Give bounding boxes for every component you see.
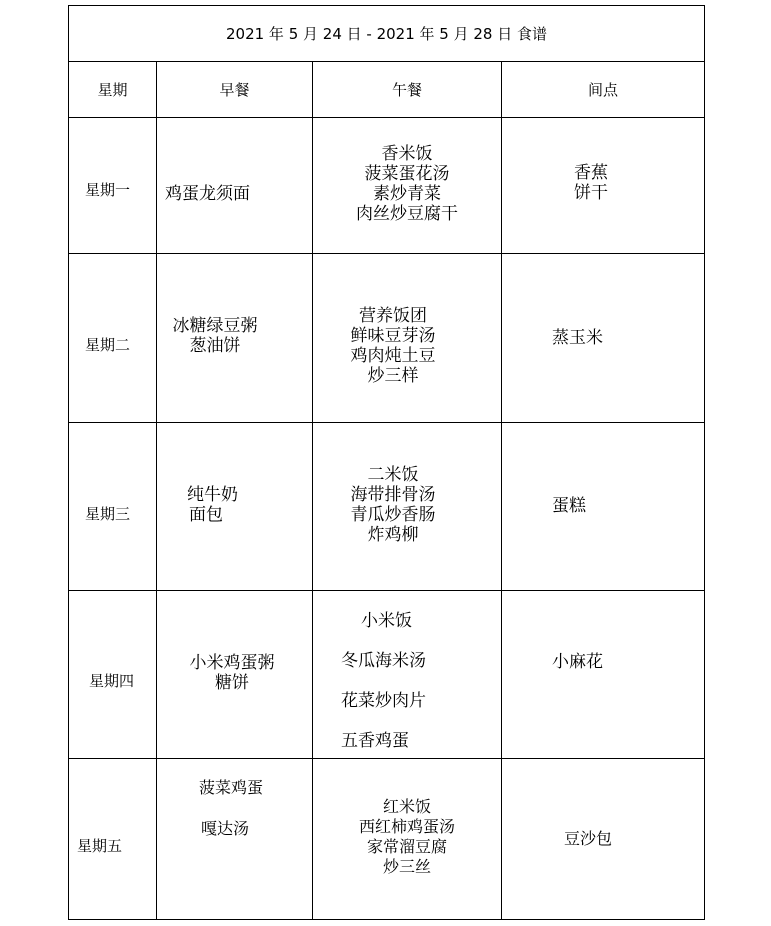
lunch-item: 炒三丝 bbox=[382, 857, 431, 876]
day-cell bbox=[69, 423, 157, 591]
day-cell bbox=[69, 118, 157, 254]
breakfast-cell bbox=[157, 254, 313, 423]
day-cell bbox=[69, 591, 157, 759]
lunch-cell bbox=[313, 759, 502, 920]
lunch-item: 炒三样 bbox=[367, 366, 419, 386]
breakfast-cell bbox=[157, 423, 313, 591]
breakfast-item: 面包 bbox=[189, 505, 223, 525]
snack-cell bbox=[502, 254, 705, 423]
day-row-monday bbox=[69, 118, 705, 254]
breakfast-cell bbox=[157, 759, 313, 920]
breakfast-item: 冰糖绿豆粥 bbox=[172, 316, 258, 336]
lunch-cell bbox=[313, 254, 502, 423]
lunch-item: 肉丝炒豆腐干 bbox=[356, 204, 458, 224]
menu-title: 2021 年 5 月 24 日 - 2021 年 5 月 28 日 食谱 bbox=[69, 6, 705, 62]
day-label: 星期五 bbox=[77, 837, 123, 855]
lunch-item: 香米饭 bbox=[381, 144, 433, 164]
lunch-cell bbox=[313, 591, 502, 759]
lunch-item: 青瓜炒香肠 bbox=[350, 505, 436, 525]
title-row bbox=[69, 6, 705, 62]
lunch-item: 花菜炒肉片 bbox=[341, 691, 426, 711]
lunch-cell bbox=[313, 423, 502, 591]
lunch-item: 海带排骨汤 bbox=[350, 485, 436, 505]
snack-item: 豆沙包 bbox=[564, 829, 613, 848]
lunch-item: 小米饭 bbox=[361, 611, 412, 631]
header-breakfast: 早餐 bbox=[157, 62, 313, 118]
lunch-item: 营养饭团 bbox=[359, 306, 427, 326]
breakfast-item: 糖饼 bbox=[215, 673, 249, 693]
lunch-item: 鸡肉炖土豆 bbox=[350, 346, 436, 366]
snack-item: 饼干 bbox=[574, 183, 608, 203]
lunch-item: 冬瓜海米汤 bbox=[341, 651, 426, 671]
snack-cell bbox=[502, 423, 705, 591]
lunch-item: 五香鸡蛋 bbox=[341, 731, 409, 751]
breakfast-item: 纯牛奶 bbox=[187, 485, 238, 505]
day-cell bbox=[69, 254, 157, 423]
header-day: 星期 bbox=[69, 62, 157, 118]
lunch-cell bbox=[313, 118, 502, 254]
day-label: 星期二 bbox=[85, 336, 131, 354]
lunch-item: 素炒青菜 bbox=[373, 184, 441, 204]
breakfast-item: 鸡蛋龙须面 bbox=[165, 184, 250, 204]
lunch-item: 菠菜蛋花汤 bbox=[364, 164, 450, 184]
day-label: 星期三 bbox=[85, 505, 131, 523]
snack-item: 香蕉 bbox=[574, 163, 608, 183]
lunch-item: 炸鸡柳 bbox=[367, 525, 419, 545]
menu-table bbox=[68, 5, 705, 920]
header-row bbox=[69, 62, 705, 118]
breakfast-item: 小米鸡蛋粥 bbox=[189, 653, 275, 673]
header-lunch: 午餐 bbox=[313, 62, 502, 118]
breakfast-item: 葱油饼 bbox=[189, 336, 241, 356]
day-label: 星期一 bbox=[85, 181, 131, 199]
day-row-friday bbox=[69, 759, 705, 920]
snack-cell bbox=[502, 591, 705, 759]
day-row-thursday bbox=[69, 591, 705, 759]
header-snack: 间点 bbox=[502, 62, 705, 118]
snack-cell bbox=[502, 759, 705, 920]
breakfast-item: 嘎达汤 bbox=[201, 819, 250, 838]
breakfast-cell bbox=[157, 591, 313, 759]
lunch-item: 鲜味豆芽汤 bbox=[350, 326, 436, 346]
day-cell bbox=[69, 759, 157, 920]
snack-item: 蛋糕 bbox=[552, 496, 586, 516]
snack-cell bbox=[502, 118, 705, 254]
snack-item: 小麻花 bbox=[552, 652, 603, 672]
day-label: 星期四 bbox=[89, 672, 135, 690]
breakfast-item: 菠菜鸡蛋 bbox=[199, 778, 264, 797]
day-row-wednesday bbox=[69, 423, 705, 591]
lunch-item: 西红柿鸡蛋汤 bbox=[358, 817, 455, 836]
lunch-item: 二米饭 bbox=[367, 465, 419, 485]
lunch-item: 家常溜豆腐 bbox=[366, 837, 447, 856]
lunch-item: 红米饭 bbox=[382, 797, 431, 816]
snack-item: 蒸玉米 bbox=[552, 328, 603, 348]
breakfast-cell bbox=[157, 118, 313, 254]
day-row-tuesday bbox=[69, 254, 705, 423]
